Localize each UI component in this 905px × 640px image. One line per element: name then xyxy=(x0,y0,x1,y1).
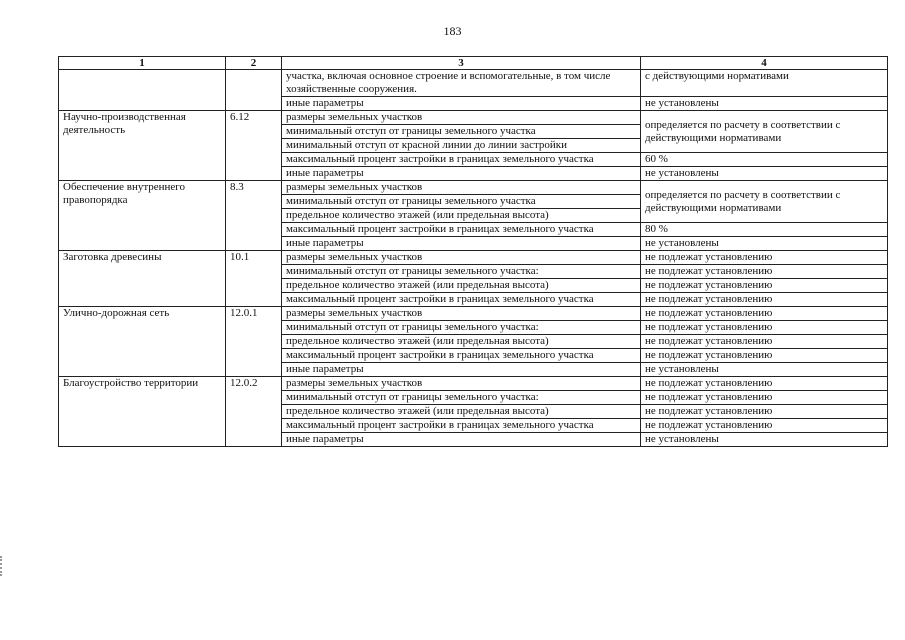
column-header: 3 xyxy=(282,57,641,70)
use-name-cell xyxy=(59,70,226,111)
land-use-parameters-table xyxy=(58,56,888,447)
table-row xyxy=(59,70,888,97)
value-cell: не подлежат установлению xyxy=(641,405,888,419)
value-cell: не подлежат установлению xyxy=(641,293,888,307)
parameter-cell: минимальный отступ от границы земельного участка: xyxy=(282,265,641,279)
use-code-cell: 8.3 xyxy=(226,181,282,251)
value-cell: не установлены xyxy=(641,433,888,447)
scan-edge-mark xyxy=(0,556,5,576)
value-cell: не подлежат установлению xyxy=(641,321,888,335)
value-cell: не подлежат установлению xyxy=(641,349,888,363)
parameter-cell: минимальный отступ от красной линии до линии застройки xyxy=(282,139,641,153)
value-cell: определяется по расчету в соответствии с действующими нормативами xyxy=(641,111,888,153)
use-code-cell xyxy=(226,70,282,111)
parameter-cell: минимальный отступ от границы земельного участка xyxy=(282,125,641,139)
parameter-cell: минимальный отступ от границы земельного участка: xyxy=(282,391,641,405)
column-header: 1 xyxy=(59,57,226,70)
value-cell: не подлежат установлению xyxy=(641,391,888,405)
value-cell: не подлежат установлению xyxy=(641,251,888,265)
value-cell: 60 % xyxy=(641,153,888,167)
use-code-cell: 12.0.2 xyxy=(226,377,282,447)
value-cell: не подлежат установлению xyxy=(641,279,888,293)
value-cell: не подлежат установлению xyxy=(641,419,888,433)
parameter-cell: иные параметры xyxy=(282,433,641,447)
value-cell: не подлежат установлению xyxy=(641,265,888,279)
parameter-cell: максимальный процент застройки в границах земельного участка xyxy=(282,153,641,167)
value-cell: определяется по расчету в соответствии с действующими нормативами xyxy=(641,181,888,223)
value-cell: 80 % xyxy=(641,223,888,237)
use-name-cell: Обеспечение внутреннего правопорядка xyxy=(59,181,226,251)
parameter-cell: иные параметры xyxy=(282,167,641,181)
table-row xyxy=(59,307,888,321)
parameter-cell: максимальный процент застройки в границах земельного участка xyxy=(282,293,641,307)
parameter-cell: максимальный процент застройки в границах земельного участка xyxy=(282,419,641,433)
parameter-cell: минимальный отступ от границы земельного участка xyxy=(282,195,641,209)
parameter-cell: максимальный процент застройки в границах земельного участка xyxy=(282,223,641,237)
table-header-row xyxy=(59,57,888,70)
table-row xyxy=(59,251,888,265)
use-code-cell: 12.0.1 xyxy=(226,307,282,377)
table-row xyxy=(59,111,888,125)
parameter-cell: иные параметры xyxy=(282,97,641,111)
value-cell: не установлены xyxy=(641,97,888,111)
table-row xyxy=(59,377,888,391)
value-cell: не подлежат установлению xyxy=(641,335,888,349)
use-name-cell: Заготовка древесины xyxy=(59,251,226,307)
use-code-cell: 6.12 xyxy=(226,111,282,181)
parameter-cell: предельное количество этажей (или предельная высота) xyxy=(282,209,641,223)
value-cell: не установлены xyxy=(641,237,888,251)
parameter-cell: предельное количество этажей (или предельная высота) xyxy=(282,405,641,419)
parameter-cell: предельное количество этажей (или предельная высота) xyxy=(282,279,641,293)
parameter-cell: минимальный отступ от границы земельного участка: xyxy=(282,321,641,335)
use-name-cell: Улично-дорожная сеть xyxy=(59,307,226,377)
value-cell: с действующими нормативами xyxy=(641,70,888,97)
parameter-cell: участка, включая основное строение и вспомогательные, в том числе хозяйственные сооружения. xyxy=(282,70,641,97)
parameter-cell: размеры земельных участков xyxy=(282,111,641,125)
parameter-cell: размеры земельных участков xyxy=(282,251,641,265)
parameter-cell: иные параметры xyxy=(282,237,641,251)
parameter-cell: размеры земельных участков xyxy=(282,377,641,391)
use-name-cell: Научно-производственная деятельность xyxy=(59,111,226,181)
parameter-cell: максимальный процент застройки в границах земельного участка xyxy=(282,349,641,363)
parameter-cell: размеры земельных участков xyxy=(282,181,641,195)
parameter-cell: иные параметры xyxy=(282,363,641,377)
value-cell: не установлены xyxy=(641,167,888,181)
use-code-cell: 10.1 xyxy=(226,251,282,307)
value-cell: не установлены xyxy=(641,363,888,377)
table-row xyxy=(59,181,888,195)
column-header: 4 xyxy=(641,57,888,70)
parameter-cell: размеры земельных участков xyxy=(282,307,641,321)
page-number: 183 xyxy=(443,24,462,38)
parameter-cell: предельное количество этажей (или предельная высота) xyxy=(282,335,641,349)
column-header: 2 xyxy=(226,57,282,70)
value-cell: не подлежат установлению xyxy=(641,377,888,391)
use-name-cell: Благоустройство территории xyxy=(59,377,226,447)
value-cell: не подлежат установлению xyxy=(641,307,888,321)
